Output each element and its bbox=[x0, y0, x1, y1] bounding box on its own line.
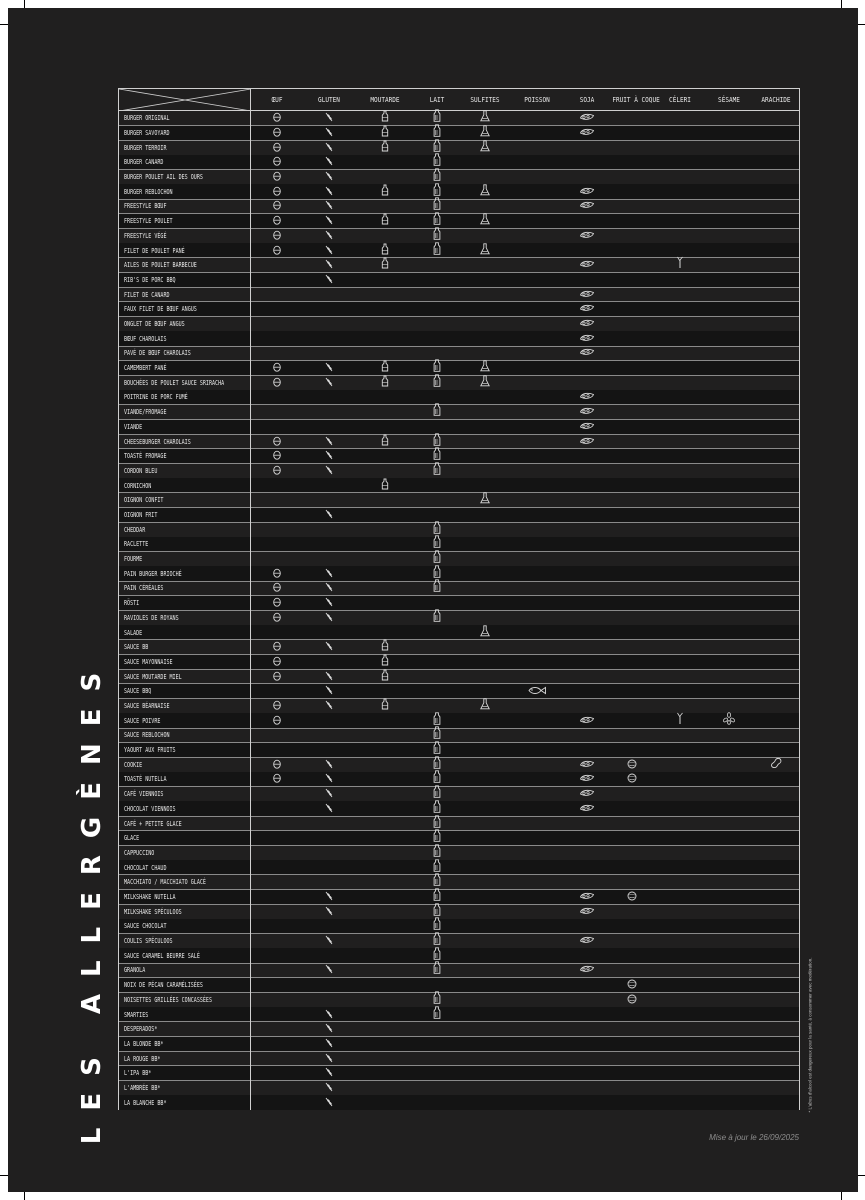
dish-name: CORDON BLEU bbox=[124, 466, 158, 475]
dish-name: VIANDE/FROMAGE bbox=[124, 408, 167, 417]
table-row bbox=[119, 184, 799, 199]
table-row bbox=[119, 126, 799, 141]
dish-name: NOISETTES GRILLÉES CONCASSÉES bbox=[124, 995, 212, 1004]
dish-name: FREESTYLE BŒUF bbox=[124, 202, 167, 211]
table-row bbox=[119, 904, 799, 919]
table-row bbox=[119, 522, 799, 537]
dish-name: COULIS SPÉCULOOS bbox=[124, 937, 173, 946]
table-row bbox=[119, 1066, 799, 1081]
table-row bbox=[119, 743, 799, 758]
dish-name: SALADE bbox=[124, 628, 143, 637]
dish-name: SAUCE REBLOCHON bbox=[124, 731, 170, 740]
column-header: GLUTEN bbox=[318, 95, 340, 104]
dish-name: SAUCE MOUTARDE MIEL bbox=[124, 672, 182, 681]
dish-name: FREESTYLE POULET bbox=[124, 217, 173, 226]
table-row bbox=[119, 992, 799, 1007]
alcohol-footnote: * L'abus d'alcool est dangereux pour la santé, à consommer avec modération. bbox=[807, 957, 813, 1113]
table-row bbox=[119, 361, 799, 376]
table-row bbox=[119, 552, 799, 567]
table-row bbox=[119, 713, 799, 728]
table-row bbox=[119, 831, 799, 846]
dish-name: RÖSTI bbox=[124, 599, 140, 608]
table-row bbox=[119, 566, 799, 581]
column-header: MOUTARDE bbox=[370, 95, 400, 104]
dish-name: CORNICHON bbox=[124, 481, 152, 490]
dish-name: BOUCHÉES DE POULET SAUCE SRIRACHA bbox=[124, 378, 225, 387]
table-row bbox=[119, 449, 799, 464]
dish-name: OIGNON FRIT bbox=[124, 511, 158, 519]
table-row bbox=[119, 669, 799, 684]
table-row bbox=[119, 258, 799, 273]
dish-name: SAUCE BÉARNAISE bbox=[124, 701, 170, 710]
table-row bbox=[119, 111, 799, 126]
dish-name: RAVIOLES DE ROYANS bbox=[124, 613, 179, 622]
dish-name: PAVÉ DE BŒUF CHAROLAIS bbox=[124, 349, 191, 358]
dish-name: NOIX DE PÉCAN CARAMÉLISÉES bbox=[124, 981, 203, 990]
dish-name: PAIN BURGER BRIOCHÉ bbox=[124, 569, 182, 578]
name-column-divider bbox=[250, 111, 251, 1110]
table-row bbox=[119, 287, 799, 302]
table-row bbox=[119, 243, 799, 258]
dish-name: OIGNON CONFIT bbox=[124, 496, 164, 505]
table-row bbox=[119, 772, 799, 787]
table-row bbox=[119, 919, 799, 934]
dish-name: SAUCE BBQ bbox=[124, 687, 152, 696]
table-row bbox=[119, 464, 799, 479]
table-row bbox=[119, 934, 799, 949]
table-row bbox=[119, 611, 799, 626]
column-header: LAIT bbox=[429, 95, 445, 104]
table-row bbox=[119, 1022, 799, 1037]
dish-name: SAUCE CHOCOLAT bbox=[124, 922, 167, 931]
dish-name: ONGLET DE BŒUF ANGUS bbox=[124, 320, 185, 329]
column-header: ARACHIDE bbox=[761, 95, 791, 104]
table-row bbox=[119, 214, 799, 229]
table-row bbox=[119, 1081, 799, 1096]
table-row bbox=[119, 273, 799, 288]
dish-name: GRANOLA bbox=[124, 966, 146, 975]
column-header: SOJA bbox=[579, 95, 595, 104]
table-row bbox=[119, 728, 799, 743]
dish-name: BŒUF CHAROLAIS bbox=[124, 334, 167, 343]
poster-title: LES ALLERGÈNES bbox=[77, 655, 107, 1145]
column-header: FRUIT À COQUE bbox=[612, 95, 660, 104]
dish-name: RIB'S DE PORC BBQ bbox=[124, 275, 176, 284]
allergen-table bbox=[118, 88, 800, 1110]
table-row bbox=[119, 1007, 799, 1022]
dish-name: LA BLONDE BB* bbox=[124, 1039, 164, 1048]
dish-name: MACCHIATO / MACCHIATO GLACÉ bbox=[124, 878, 206, 887]
table-row bbox=[119, 846, 799, 861]
table-row bbox=[119, 757, 799, 772]
dish-name: CAFÉ VIENNOIS bbox=[124, 790, 164, 799]
table-row bbox=[119, 875, 799, 890]
table-row bbox=[119, 331, 799, 346]
dish-name: CHOCOLAT VIENNOIS bbox=[124, 804, 176, 813]
table-row bbox=[119, 963, 799, 978]
table-row bbox=[119, 860, 799, 875]
dish-name: POITRINE DE PORC FUMÉ bbox=[124, 393, 188, 402]
table-row bbox=[119, 948, 799, 963]
table-row bbox=[119, 1051, 799, 1066]
column-header: POISSON bbox=[524, 95, 550, 104]
table-header bbox=[119, 89, 799, 111]
dish-name: BURGER REBLOCHON bbox=[124, 187, 173, 196]
table-row bbox=[119, 684, 799, 699]
dish-name: YAOURT AUX FRUITS bbox=[124, 746, 176, 755]
dish-name: CHOCOLAT CHAUD bbox=[124, 863, 167, 872]
table-row bbox=[119, 155, 799, 170]
table-row bbox=[119, 390, 799, 405]
table-row bbox=[119, 375, 799, 390]
dish-name: CAMEMBERT PANÉ bbox=[124, 364, 167, 373]
dish-name: BURGER CANARD bbox=[124, 158, 164, 167]
dish-name: BURGER POULET AIL DES OURS bbox=[124, 173, 203, 182]
dish-name: SAUCE BB bbox=[124, 643, 149, 652]
table-row bbox=[119, 405, 799, 420]
dish-name: VIANDE bbox=[124, 422, 143, 431]
dish-name: DESPERADOS* bbox=[124, 1025, 158, 1034]
table-row bbox=[119, 640, 799, 655]
table-row bbox=[119, 434, 799, 449]
dish-name: CAFÉ + PETITE GLACE bbox=[124, 819, 182, 828]
table-row bbox=[119, 581, 799, 596]
table-row bbox=[119, 596, 799, 611]
table-row bbox=[119, 199, 799, 214]
column-header: CÉLERI bbox=[669, 95, 691, 104]
dish-name: L'AMBRÉE BB* bbox=[124, 1083, 161, 1092]
table-row bbox=[119, 801, 799, 816]
dish-name: FILET DE CANARD bbox=[124, 290, 170, 299]
column-header: SÉSAME bbox=[718, 95, 740, 104]
dish-name: CHEESEBURGER CHAROLAIS bbox=[124, 437, 191, 446]
table-row bbox=[119, 229, 799, 244]
table-row bbox=[119, 317, 799, 332]
table-row bbox=[119, 787, 799, 802]
column-header: SULFITES bbox=[470, 95, 500, 104]
dish-name: PAIN CÉRÉALES bbox=[124, 584, 164, 593]
column-header: ŒUF bbox=[271, 95, 283, 104]
dish-name: MILKSHAKE NUTELLA bbox=[124, 892, 176, 901]
dish-name: LA BLANCHE BB* bbox=[124, 1098, 167, 1107]
table-row bbox=[119, 346, 799, 361]
table-row bbox=[119, 699, 799, 714]
table-row bbox=[119, 625, 799, 640]
dish-name: TOASTÉ FROMAGE bbox=[124, 452, 167, 461]
table-row bbox=[119, 537, 799, 552]
dish-name: BURGER TERROIR bbox=[124, 143, 167, 152]
dish-name: BURGER SAVOYARD bbox=[124, 129, 170, 138]
dish-name: SAUCE MAYONNAISE bbox=[124, 657, 173, 666]
table-row bbox=[119, 1037, 799, 1052]
dish-name: CAPPUCCINO bbox=[124, 848, 155, 857]
table-row bbox=[119, 140, 799, 155]
table-row bbox=[119, 1095, 799, 1110]
dish-name: SAUCE POIVRE bbox=[124, 716, 161, 725]
table-row bbox=[119, 978, 799, 993]
update-date: Mise à jour le 26/09/2025 bbox=[709, 1133, 799, 1142]
dish-name: RACLETTE bbox=[124, 540, 149, 549]
dish-name: CHEDDAR bbox=[124, 525, 146, 534]
table-body bbox=[119, 111, 799, 1110]
dish-name: SMARTIES bbox=[124, 1010, 149, 1019]
dish-name: GLACE bbox=[124, 834, 140, 843]
table-row bbox=[119, 493, 799, 508]
header-corner bbox=[119, 89, 251, 111]
dish-name: FREESTYLE VÉGÉ bbox=[124, 231, 167, 240]
dish-name: COOKIE bbox=[124, 760, 143, 769]
dish-name: LA ROUGE BB* bbox=[124, 1054, 161, 1063]
dish-name: SAUCE CARAMEL BEURRE SALÉ bbox=[124, 951, 200, 960]
dish-name: TOASTÉ NUTELLA bbox=[124, 775, 167, 784]
table-row bbox=[119, 508, 799, 523]
dish-name: FOURME bbox=[124, 555, 143, 564]
table-row bbox=[119, 302, 799, 317]
table-row bbox=[119, 170, 799, 185]
dish-name: L'IPA BB* bbox=[124, 1069, 152, 1078]
table-row bbox=[119, 478, 799, 493]
gluten-wheat-icon bbox=[325, 1094, 334, 1112]
dish-name: BURGER ORIGINAL bbox=[124, 114, 170, 123]
dish-name: AILES DE POULET BARBECUE bbox=[124, 261, 197, 270]
table-row bbox=[119, 816, 799, 831]
table-row bbox=[119, 890, 799, 905]
dish-name: FAUX FILET DE BŒUF ANGUS bbox=[124, 305, 197, 314]
dish-name: FILET DE POULET PANÉ bbox=[124, 246, 185, 255]
dish-name: MILKSHAKE SPÉCULOOS bbox=[124, 907, 182, 916]
table-row bbox=[119, 655, 799, 670]
table-row bbox=[119, 420, 799, 435]
